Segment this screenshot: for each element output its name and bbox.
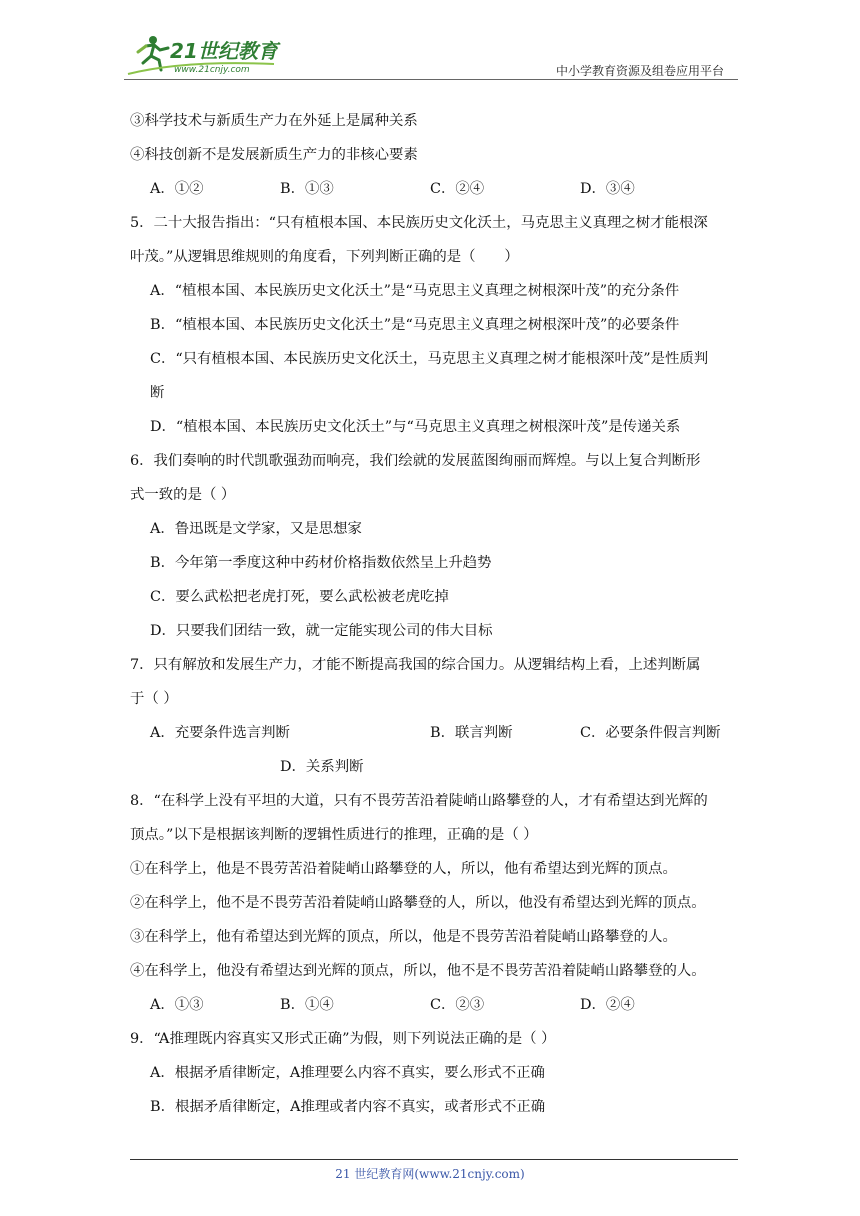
site-logo (124, 30, 294, 80)
statement-3: ③在科学上，他有希望达到光辉的顶点，所以，他是不畏劳苦沿着陡峭山路攀登的人。 (130, 929, 677, 945)
question-8: 8．“在科学上没有平坦的大道，只有不畏劳苦沿着陡峭山路攀登的人，才有希望达到光辉的 (130, 793, 708, 809)
option-b: B．今年第一季度这种中药材价格指数依然呈上升趋势 (150, 555, 492, 571)
statement-1: ①在科学上，他是不畏劳苦沿着陡峭山路攀登的人，所以，他有希望达到光辉的顶点。 (130, 861, 677, 877)
platform-name: 中小学教育资源及组卷应用平台 (555, 64, 724, 78)
logo-url: www.21cnjy.com (174, 65, 250, 75)
option-d: D．“植根本国、本民族历史文化沃土”与“马克思主义真理之树根深叶茂”是传递关系 (150, 419, 681, 435)
option-d: D．只要我们团结一致，就一定能实现公司的伟大目标 (150, 623, 493, 639)
option-c: C．②④ (430, 181, 485, 197)
question-7-cont: 于（ ） (130, 691, 178, 707)
option-a: A．根据矛盾律断定，A推理要么内容不真实，要么形式不正确 (150, 1065, 545, 1081)
question-8-cont: 顶点。”以下是根据该判断的逻辑性质进行的推理，正确的是（ ） (130, 827, 538, 843)
question-9: 9．“A推理既内容真实又形式正确”为假，则下列说法正确的是（ ） (130, 1031, 556, 1047)
question-7: 7．只有解放和发展生产力，才能不断提高我国的综合国力。从逻辑结构上看，上述判断属 (130, 657, 701, 673)
option-a: A．鲁迅既是文学家，又是思想家 (150, 521, 362, 537)
text-line: ④科技创新不是发展新质生产力的非核心要素 (130, 147, 418, 163)
question-5: 5．二十大报告指出：“只有植根本国、本民族历史文化沃土，马克思主义真理之树才能根深 (130, 215, 708, 231)
statement-2: ②在科学上，他不是不畏劳苦沿着陡峭山路攀登的人，所以，他没有希望达到光辉的顶点。 (130, 895, 706, 911)
logo-text: 21世纪教育 (170, 39, 278, 63)
option-c-cont: 断 (150, 385, 165, 401)
option-d: D．关系判断 (280, 759, 364, 775)
footer-divider (130, 1159, 738, 1160)
option-a: A．“植根本国、本民族历史文化沃土”是“马克思主义真理之树根深叶茂”的充分条件 (150, 283, 680, 299)
question-5-cont: 叶茂。”从逻辑思维规则的角度看，下列判断正确的是（ ） (130, 249, 519, 265)
footer-text: 21 世纪教育网(www.21cnjy.com) (335, 1167, 525, 1181)
option-c: C．②③ (430, 997, 485, 1013)
option-a: A．充要条件选言判断 (150, 725, 290, 741)
option-a: A．①③ (150, 997, 204, 1013)
option-b: B．“植根本国、本民族历史文化沃土”是“马克思主义真理之树根深叶茂”的必要条件 (150, 317, 680, 333)
option-b: B．①③ (280, 181, 334, 197)
option-b: B．联言判断 (430, 725, 513, 741)
question-6-cont: 式一致的是（ ） (130, 487, 236, 503)
question-6: 6．我们奏响的时代凯歌强劲而响亮，我们绘就的发展蓝图绚丽而辉煌。与以上复合判断形 (130, 453, 701, 469)
text-line: ③科学技术与新质生产力在外延上是属种关系 (130, 113, 418, 129)
option-c: C．“只有植根本国、本民族历史文化沃土，马克思主义真理之树才能根深叶茂”是性质判 (150, 351, 709, 367)
option-b: B．①④ (280, 997, 334, 1013)
option-a: A．①② (150, 181, 204, 197)
statement-4: ④在科学上，他没有希望达到光辉的顶点，所以，他不是不畏劳苦沿着陡峭山路攀登的人。 (130, 963, 706, 979)
option-c: C．必要条件假言判断 (580, 725, 721, 741)
option-b: B．根据矛盾律断定，A推理或者内容不真实，或者形式不正确 (150, 1099, 546, 1115)
option-c: C．要么武松把老虎打死，要么武松被老虎吃掉 (150, 589, 449, 605)
option-d: D．②④ (580, 997, 635, 1013)
option-d: D．③④ (580, 181, 635, 197)
header-divider (124, 79, 738, 80)
